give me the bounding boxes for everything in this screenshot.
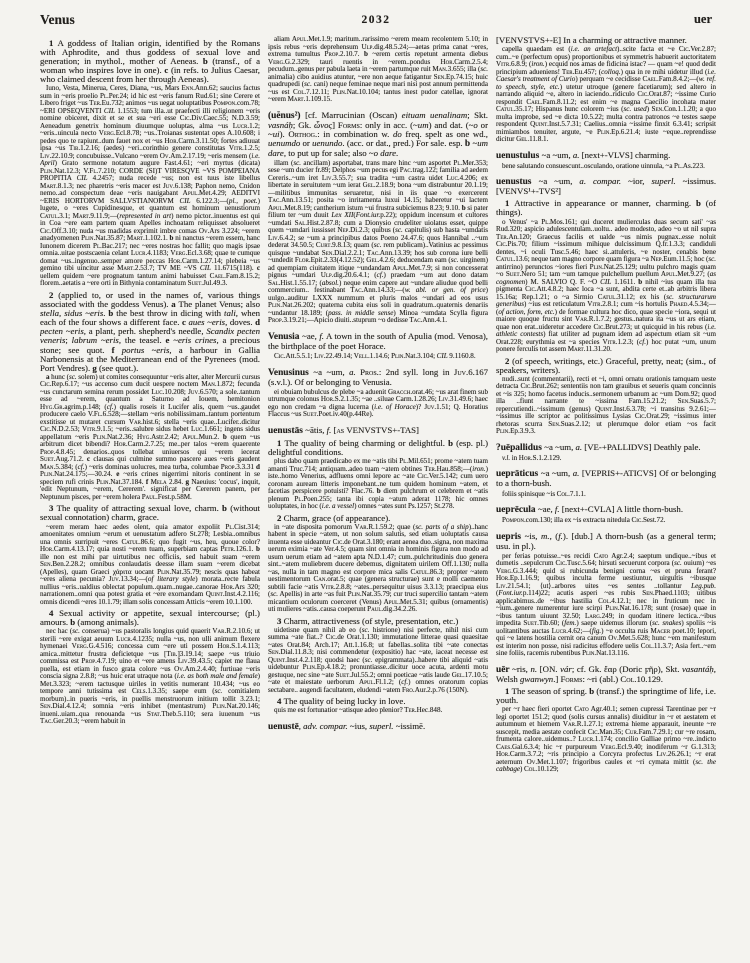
entry-uer: uēr ~ris, n. [ON. vár; cf. Gk. ἔαρ (Doric ϝῆρ), Skt. vasantáḥ, Welsh gwanwyn.] Forms: ~ri (abl.) Col.10.129. bbox=[496, 663, 716, 684]
entry-uenustulus-citations: bene salutando consuescunt..osculando, oratione uinnula, ~a Pl.As.223. bbox=[502, 161, 705, 170]
entry-uepallidus: ?uēpallidus ~a ~um, a. [VE-+PALLIDVS] Deathly pale. bbox=[496, 441, 701, 453]
entry-uepris-citations: per ferias potuisse..~es recidi Cato Agr.2.4; saeptum undique..~ibus et dumetis ..sepulcrum Cic.Tusc.5.64; hirsuti secuerunt corpora (sc. ouium) ~es Verg.G.3.444; quid si rubicunda benigni corna ~es et pruna ferant? Hor.Ep.1.16.9; quibus inculta ferme uestiuntur, uirgultis ~ibusque Liv.21.54.1; ⟨ut⟩..arbores uites ~es sentes ..tollantur Leg.pub.(Font.iur.p.114)22; acutis asperi ~es rubis Sen.Phaed.1103; uitibus applicabimus..de ~ibus hastilia Col.4.12.1; nec in fruticum nec in ~ium..genere numerentur iure scirpi Plin.Nat.16.178; sunt (rosae) quae in ~ibus tantum uiuunt 32.50; Larg.249; in quodam itinere lectica..~ibus impedita Suet.Tib.60; (fem.) saepe uidemus illorum (sc. snakes) spoliis ~is uolitantibus auctas Lucr.4.62;—(fig.) ~e occulta ruis Macer poet.10; lepori, qui ~e latens hostilia cernit ora canum Ov.Met.5.628; hunc ~em manifestum est interim non posse, nisi radicitus effodere uelis Col.11.3.7; Asia fert..~em sine foliis, racemis rubentibus Plin.Nat.13.116. bbox=[496, 551, 716, 658]
page-number: 2032 bbox=[361, 14, 391, 26]
text-columns bbox=[40, 36, 716, 950]
entry-ueprecula-citations: Pompon.com.130; illa ex ~is extracta nitedula Cic.Sest.72. bbox=[502, 516, 666, 525]
uenustas-sense-2: 2 Charm, grace (of appearance). bbox=[277, 512, 391, 523]
venus1-sense-4: 4 Sexual activity or appetite, sexual intercourse; (pl.) amours. b (among animals). bbox=[40, 608, 260, 628]
entry-uepris: uepris ~is, m., (f.). [dub.] A thorn-bush (as a general term; usu. in pl.). bbox=[496, 530, 716, 551]
uer-sense-1: 1 The season of spring. b (transf.) the springtime of life, i.e. youth. bbox=[496, 686, 716, 706]
entry-uepallidus-citations: v.l. in Hor.S.1.2.129. bbox=[502, 453, 562, 462]
entry-venusia-citations: Cic.Att.5.5.1; Liv.22.49.14; Vell.1.14.6; Plin.Nat.3.104; CIL 9.1160.8. bbox=[274, 352, 476, 361]
entry-uepraticus: ueprāticus ~a ~um, a. [VEPRIS+-ATICVS] Of or belonging to a thorn-bush. bbox=[496, 468, 716, 489]
entry-venusinus-citations: ei obuiam bubulcus de plebe ~a aduenit Gracch.orat.46; ~us arat finem sub utrumque colonus Hor.S.2.1.35; ~ae ..siluae Carm.1.28.26; Liv.31.49.6; haec ego non credam ~a digna lucerna (i.e. of Horace)? Juv.1.51; Q. Horatius Flaccus ~us Suet.Poet.iv.40(p.44Re). bbox=[268, 387, 488, 419]
venus1-sense-3: 3 The quality of attracting sexual love, charm. b (without sexual connotation) charm, grace. bbox=[40, 503, 260, 523]
uenustas-sense-2-citations: in ~ate disposita pomorum Var.R.1.59.2; quae (sc. parts of a ship)..hanc habent in specie ~atem, ut non solum salutis, sed etiam uoluptatis causa inuenta esse uideantur Cic.de Orat.3.180; erant aenea duo..signa, non maxima uerum eximia ~ate Ver.4.5; quam sint omnia in hominis figura non modo ad usum uerum etiam ad ~atem apta N.D.1.47; cum..pulchritudinis duo genera sint..~atem muliebrem ducere debemus, dignitatem uirilem Off.1.130; nulla ~as, nulla in tam magno est corpore mica salis Catul.86.3; propter ~atem uestimentorum Can.orat.5; quae (genera structurae) sunt e molli caemento subtili facie ~atis Vitr.2.8.8; ~ates..persequitur uisus 3.3.13; praecipua eius (sc. Apellis) in arte ~as fuit Plin.Nat.35.79; cur truci supercilio tantam ~atem micantium oculorum coerceret (Venus) Apul.Met.5.31; quibus (ornamentis) uti mulieres ~atis..causa coeperunt Paul.dig.34.2.26. bbox=[268, 522, 488, 614]
venus1-sense-2-citations: a hunc (sc. solem) ut comites consequuntur ~eris alter, alter Mercurii cursus Cic.Rep.6.17; ~us accenso cum ducit uespere noctem Man.1.872; fecunda ~us cunctarum semina rerum possidet Luc.10.208; Juv.6.570; a sole..tantum esse ad ~erem, quantum a Saturno ad Iouem, hemitonion Hyg.Gr.agrim.p.148; (cf.) qualis roseis it Lucifer alis, quem ~us..gaudet producere caelo V.Fl.6.528;—stellam ~eris nobilissimam..tantum portentum exstitisse ut mutaret cursum Var.hist.6; stella ~eris quae..Lucifer..dicitur Cic.N.D.2.53; Vitr.9.1.5; ~eris..salubre sidus hebet Luc.1.661; ingens sidus appellatum ~eris Plin.Nat.2.36; Hyg.Astr.2.42; Apul.Mun.2. b quem ~us arbitrum dicet bibendi? Hor.Carm.2.7.25; me..per talos ~erem quaerente Prop.4.8.45; denarios..quos tollebat uniuersos qui ~erem iecerat Suet.Aug.71.2. c clausas qui culmine summo pascere aues ~eris gaudent Man.5.384; (cf.) ~eris dominas uolucres, mea turba, columbae Prop.3.3.31 d Plin.Nat.24.175;—30.24. e ~eris crines nigerrimi nitoris continent in se speciem rufi crinis Plin.Nat.37.184. f Mela 2.84. g Naeuius: 'cocus', inquit, 'edit Neptunum, ~erem, Cererem'. significat per Cererem panem, per Neptunum pisces, per ~erem holera Paul.Fest.p.58M. bbox=[40, 372, 260, 501]
uer-sense-1-citations: per ~r haec fieri oportet Cato Agr.40.1; semen cupressi Tarentinae per ~r legi oportet 151.2; quod (solis cursus annalis) diuiditur in ~r et aestatem et autumnum et hiemem Var.R.1.27.1; extrema hieme apparauit, ineunte ~re suscepit, media aestate confecit Cic.Man.35; Cur.Fam.7.29.1; cur ~re rosam, frumenta calore..uidemus..? Lucr.1.174; concilio Galliae primo ~re..indicto Caes.Gal.6.3.4; hic ~r purpureum Verg.Ecl.9.40; inodiferum ~r G.1.313; Hor.Carm.3.7.2; ~ris principio a Corcyra profectus Liv.26.26.1; ~r erat aeternum Ov.Met.1.107; frigoribus caules et ~ri cymata mittit (sc. the cabbage) Col.10.129; bbox=[496, 705, 716, 774]
column-right bbox=[496, 36, 716, 950]
uenustas-sense-1-citations: plus dabo quam praedicabo ex me ~atis tibi Pl.Mil.651; prome ~atem tuam amanti Truc.714; antiquam..adeo tuam ~atem obtines Ter.Hau.858;—(iron.) iste..homo Venerius, adfluens omni lepore ac ~ate Cic.Ver.5.142; cum uero coronam auream litteris imponebant..ne tum quidem hominum ~atem, et facetias perspicere potuisti? Flac.76. b diem pulchrum et celebrem et ~atis plenum Pl.Poen.255; tanta ibi copia ~atum aderat 1178; hic omnes uoluptates, in hoc (i.e. a vessel) omnes ~ates sunt Ps.1257; St.278. bbox=[268, 457, 488, 511]
uenustas-sense-4-citations: quis me est fortunatior ~atisque adeo plenior? Ter.Hec.848. bbox=[274, 706, 443, 715]
entry-uenus2-citations: illam (sc. ancillam) asportabat, trans mare hinc ~um asportet Pl.Mer.353; sese ~um ducier fr.89; Delphos ~um pecus egi Pac.trag.122; familia ad aedem Cereris..~um iret Liv.3.55.7; sua tradita ~um castra uidet Luc.4.206; ex libertate in seruitutem ~um ierat Gel.2.18.9; bona ~um distrabuntur 20.1.19;—militibus immunitas seruaretur, nisi in iis quae ~o exercerent Tac.Ann.13.51; posita ~o inritamenta luxui 14.15; haberetur ~ui lactem Apul.Met.8.19; cantherium istum ~ui frustra subiciemus 8.23; 9.10. b si pater filium ter ~um duuit Lex XII(Font.iur.p.22); oppidum incensum et cultores ~umdati Sal.Hist.2.87.8; cum a Dionysio crudeliter uiolatus esset, quippe quem ~umdari iussisset Nep.Di.2.3; quibus (sc. capitulis) sub hasta ~umdatis Liv.6.4.2; se ~um a principibus datos Poeno 24.47.6; quos Hannibal ..~um dederat 34.50.5; Curt.9.8.13; quam (sc. rem publicam)..Vatinius ac pessimus quisque ~undabat Sen.Dial.2.2.1; Tac.Ann.13.39; hos sub corona iure belli ~undedit Flor.Epit.2.33(4.12.52); Gel.4.2.6; deducendam eam (sc. uirginem) ad quempiam ciuitatem itique ~undandam Apul.Met.7.9; si non concesserat pignus ~umdari Ulp.dig.20.6.4.1; (cf.) praedam ~um aut dono datam Sal.Hist.1.55.17; (absol.) neque enim capere aut ~undare aliudue quod belli commercium.. festinabant Tac.Ann.14.33;—(w. abl. or gen. of price) uulgo..auditur LXXX nummum et pluris malos ~undari ad eos usus Plin.Nat.26.202; quaterna cubita eius soli in quadratum..quaternis denariis ~undantur 18.189; (pass. in middle sense) Minoa ~umdata Scylla figura Prop.3.19.21;—Apicio diuiti..stuprum ~o dedisse Tac.Ann.4.1. bbox=[268, 158, 488, 325]
uenustus-sense-2: 2 (of speech, writings, etc.) Graceful, pretty, neat; (sim., of speakers, writers). bbox=[496, 355, 716, 375]
entry-uenustus: uenustus ~a ~um, a. compar. ~ior, superl. ~issimus. [VENVS¹+-TVS²] bbox=[496, 176, 716, 197]
entry-uenuste: uenustē, adv. compar. ~ius, superl. ~issimē. bbox=[268, 720, 426, 732]
venus1-sense-4b-citations-cont: aliam Apul.Met.1.9; maritum..rarissimo ~erem meam recolentem 5.10; in ipsis rebus ~eris deprehensum Ulp.dig.48.5.24;—aetas prima canat ~eres, extrema tumultus Prop.2.10.7. b ~erem certis repetunt armenta diebus Verg.G.2.329; tauri ruentis in ~erem..pondus Hor.Carm.2.5.4; pecudum..genus per pabula laeta in ~erem partumque ruit Man.3.655; illa (sc. animalia) cibo auidius atuntur, ~ere non aeque fatigantur Sen.Ep.74.15; huic quadrupedi (sc. cani) neque feminae neque mari nisi post annum permittenda ~us est Col.7.12.11; Plin.Nat.10.104; tantus inest pudor catellae, ignorat ~erem Mart.1.109.15. bbox=[268, 36, 488, 103]
uenustus-sense-1: 1 Attractive in appearance or manner, charming. b (of things). bbox=[496, 198, 716, 218]
venus1-sense-3-citations: ~erem meram haec aedes olent, quia amator expoliit Pl.Cist.314; amoenitates omnium ~erum et uenustatum adfero St.278; Lesbia..omnibus una omnis surripuit ~eres Catul.86.6; quo fugit ~us, heu, quoue color? Hor.Carm.4.13.17; quia nosti ~erem tuam, superbiam captas Petr.126.1. b ille non est mihi par uirtutibus nec officiis, sed habuit suam ~erem Sen.Ben.2.28.2; omnibus conlaudatis deesse illam suam ~erem dicebat (Apelles), quam Graeci χάριτα uocant Plin.Nat.35.79; nescis quas habeat ~eres aliena pecunia? Juv.13.34;—(of literary style) morata..recte fabula nullius ~eris..ualdius oblectat populum..quam..nugae..canorae Hor.Ars 320; narrationem..omni qua potest gratia et ~ere exornandam Quint.Inst.4.2.116; omnis dicendi ~eres 10.1.79; illam solis concessam Atticis ~erem 10.1.100. bbox=[40, 522, 260, 606]
venus1-sense-2: 2 (applied to, or used in the names of, various things associated with the goddess Venus). a The planet Venus; also stella, sidus ~eris. b the best throw in dicing with tali, when each of the four shows a different face. c aues ~eris, doves. d pecten ~eris, a plant, perh. shepherd's needle, Scandix pecten veneris; labrum ~eris, the teasel. e ~eris crines, a precious stone; see quot. f portus ~eris, a harbour in Gallia Narbonensis at the Mediterranean end of the Pyrenees (mod. Port Vendres). g (see quot.). bbox=[40, 289, 260, 373]
entry-uenustulus: uenustulus ~a ~um, a. [next+-VLVS] charming. bbox=[496, 149, 671, 161]
running-head-left: Venus bbox=[40, 12, 75, 27]
venus1-sense-1: 1 A goddess of Italian origin, identified by the Romans with Aphrodite, and thus goddess of sexual love and generation; in mythol., mother of Aeneas. b (transf., of a woman who inspires love in one). c (in refs. to Julius Caesar, who claimed descent from her through Aeneas). bbox=[40, 38, 260, 85]
uenustas-sense-1: 1 The quality of being charming or delightful. b (esp. pl.) delightful conditions. bbox=[268, 437, 488, 458]
entry-venusia: Venusia ~ae, f. A town in the south of Apulia (mod. Venosa), the birthplace of the poet Horace. bbox=[268, 330, 488, 352]
column-left bbox=[40, 36, 260, 950]
uenustus-sense-2-citations: nudi..sunt (commentarii), recti et ~i, omni ornatu orationis tamquam ueste detracta Cic.Brut.262; sententiis non tam grauibus et seueris quam concinnis et ~is 325; homo facetus inducis..sermonem urbanum ac ~um Dom.92; quod illa ..fiunt narrante te ~issima Fam.15.21.2; Sen.Suas.5.7; repercutiendi..~issimum (genus) Quint.Inst.6.3.78; ~i transitus 9.2.61;—~issimus ille scriptor ac politissimus Lysias Cic.Orat.29; ~issimus inter rhetoras scurra Sen.Suas.2.12; ut plerumque dolor etiam ~os facit Plin.Ep.3.9.3. bbox=[496, 374, 716, 436]
entry-venusinus: Venusinus ~a ~um, a. Pros.: 2nd syll. long in Juv.6.167 (s.v.l.). Of or belonging to Venusia. bbox=[268, 366, 488, 387]
uenustas-sense-4: 4 The quality of being lucky in love. bbox=[277, 696, 406, 707]
uenustas-sense-3: 3 Charm, attractiveness (of style, presentation, etc.) bbox=[277, 615, 459, 626]
entry-uepraticus-citations: foliis spinisque ~is Col.7.1.1. bbox=[502, 489, 586, 498]
entry-uenus2: (uĕnus²) [cf. Marrucinian (Oscan) eituam uenalinam; Skt. vasnáḥ; Gk. ὦνος] Forms: only in acc. (~um) and dat. (~o or ~ui). Orthog.: in combination w. do freq. spelt as one wd., uenumdo or uenundo. (acc. or dat., pred.) For sale. esp. b ~um dare, to put up for sale; also ~o dare. bbox=[268, 109, 488, 158]
column-middle bbox=[268, 36, 488, 950]
uenustas-sense-3-citations: uidetisne quam nihil ab eo (sc. histrione) nisi perfecte, nihil nisi cum summa ~ate fiat..? Cic.de Orat.1.130; immutatione litterae quasi quaesitae ~ates Orat.84; Arch.17; Att.1.16.8; ut fabellas..solita tibi ~ate conectas Sen.Dial.11.8.3; nisi commendetur (expositio) hac ~ate, iaceat necesse est Quint.Inst.4.2.118; quodsi haec (sc. epigrammata)..habere tibi aliquid ~atis uidebuntur Plin.Ep.4.18.2; pronuntiasse..dicitur uoce acuta, ardenti motu gestuque, nec sine ~ate Suet.Jul.55.2; omni poeticae ~atis laude Gel.17.10.5; ~ate et maiestate uerborum Apul.Fl.1.2; (cf.) omnes oratorum copias sectabare.. augendi facultatem, eludendi ~atem Fro.Aur.2.p.76 (150N). bbox=[268, 625, 488, 694]
running-head-right: uer bbox=[693, 12, 712, 26]
entry-uenuste-citations: capella quaedam est (i.e. an artefact)..scite facta et ~e Cic.Ver.2.87; cum..~e (perfectum opus) proportionibus et symmetris habuerit auctoritatem Vitr.6.8.9; (iron.) ecquid nos amas de fidicina istac? — quam ~e! quod dedit principium adueniens! Ter.Eu.457; (colloq.) qua in re mihi uidetur illud (i.e. Caesar's treatment of Curio) perquam ~e cecidisse Cael.Fam.8.4.2;—(w. ref. to speech, style, etc.) utetur utroque (genere facetiarum); sed altero in narrando aliquid ~e, altero in iaciendo..ridiculo Cic.Orat.87; ~issime Curio respondit Cael.Fam.8.11.2; est enim ~e magna Caecilio incohata mater Catul.35.17; Hispanus hunc colorem ~ius (sc. used) Sen.Con.1.1.20; a quo multa improbe, sed ~e dicta 10.5.22; multa contra patronos ~e testes saepe respondent Quint.Inst.5.7.31; Caelius..omnia ~issime finxit 6.3.41; scripsit mimiambos tenuiter, argute, ~e Plin.Ep.6.21.4; iuste ~eque..reprendisse dicitur Gel.11.8.1. bbox=[496, 45, 716, 144]
running-header bbox=[40, 12, 712, 30]
venus1-sense-1-citations: Iuno, Vesta, Minerua, Ceres, Diana, ~us, Mars Enn.Ann.62; saucius factus sum in ~eris proelio Pl.Per.24; id hic est ~eris fanum Rud.61; sine Cerere et Libero friget ~us Ter.Eu.732; animos ~us uegat uoluptatibus Pompon.com.78; ~ERI OPSEQVENTI CIL 1.1553; tum illa..ut praefecti illi religionem ~eris nomine obiceret, dixit et se et sua ~eri esse Cic.Div.Caec.55; N.D.3.59; Aeneadum genetrix hominum diuumque uoluptas, alma ~us Lucr.1.2; ~eris..uincula necto Verg.Ecl.8.78; ~us..Troianas sustentat opes A.10.608; i pedes quo te rapiunt..dum fauet nox et ~us Hor.Carm.3.11.50; fortes adiuuat ipsa ~us Tib.1.2.16; (aedes) ~eri..corinthio genere constitutas Vitr.1.2.5; Liv.22.10.9; concubuisse..Vulcano ~erem Ov.Am.2.17.19; ~eris mensem (i.e. April) Grato sermone notatum augure Fast.4.61; ~eri myrtus (dicata) Plin.Nat.12.3; V.Fl.7.210; CORDE (SI)T VIRESQVE ~VS POMPEIANA PROPITIA CIL 4.2457; nuda recede ~us; non est tuus iste libellus Mart.8.1.3; nec pharetris ~eris macer est Juv.6.138; Paphon nemo, Cnidon nemo..ad conspectum deae ~eris nauigabant Apul.Met.4.29; AEDITVI ~ERIS HORTORVM SALLVSTIANORVM CIL 6.122.3;—(pl., poet.) lugete, o ~eres Cupidinesque, et quantum est hominum uenustiorum Catul.3.1; Mart.9.11.9;—(represented in art) nemo pictor..inuentus est qui in Coa ~ere eam partem quam Apelles inchoatam reliquisset absolueret Cic.Off.3.10; nuda ~us madidas exprimit imbre comas Ov.Ars 3.224; ~erem anadyomenen Plin.Nat.35.87; Mart.1.102.1. b ni nanctus ~erem essem, hanc Iunonem dicerem Pl.Bac.217; nec ~eres nostras hoc fallit; quo magis ipsae omnia..uitae postscaenia celant Lucr.4.1183; Verg.Ecl.3.68; quae te cumque domat ~us..ingenuo..semper amore peccas Hor.Carm.1.27.14; plebeia ~us gemino tibi uincitur asse Mart.2.53.7; TV ME ~VS CIL 11.6715(118). c uellem quidem ~ere prognatum tantum animi habuisset Cael.Fam.8.15.2; florem..aetatis a ~ere orti in Bithynia contaminatum Suet.Jul.49.3. bbox=[40, 84, 260, 288]
entry-uenustas: uenustās ~ātis, f. [as VENVSTVS+-TAS] bbox=[268, 424, 419, 436]
entry-uenuste-cont: [VENVSTVS+-E] In a charming or attractive manner. bbox=[496, 36, 687, 45]
uenustus-sense-1-citations: o Venus' ~a Pl.Mos.161; qui duceret mulierculas duas secum sati' ~as Rud.320; aspicio adulescentulam..uoltu.. adeo modesto, adeo ~o ut nil supra Ter.An.120; Graecus facilis et ualde ~us nimis pugnax..esse noluit Cic.Pis.70; filium ~issimum mihique dulcissimum Q.fr.1.3.3; candiduli dentes, ~i oculi Tusc.5.46; haec si..attuleris, ~e noster, cenabis bene Catul.13.6; neque tam magno corpore quam figura ~a Nep.Eum.11.5; hoc (sc. antirrino) perunctos ~iores fieri Plin.Nat.25.129; uultu pulchro magis quam ~o Suet.Nero 51; tam ~um tamque pulchellum puellum Apul.Met.9.27; (as cognomen) M. SALVIO Q. F. ~O CIL 1.1611. b nihil ~ius quam illa tua pigmenta Cic.Att.4.8.2; haec loca ~a sunt, abdita certe et..ab arbitris libera 15.16a; Rep.1.21; o ~a Sirmio Catul.31.12; ex his (sc. structurarum generibus) ~ius est reticulatum Vitr.2.8.1; cum ~is hortulis Phaed.4.5.34;—(of action, form, etc.) de formae cultura hoc dico, quae specie ~iora, sequi ut maiore quoque fructu sint Var.R.1.7.2; gestus..natura ita ~us ut ars etiam, quae non erat..uideretur accedere Cic.Brut.273; ut quicquid in his rebus (i.e. athletic contests) fiat utiliter ad pugnam idem ad aspectum etiam sit ~um Orat.228; eurythmia est ~a species Vitr.1.2.3; (cf.) hoc putat ~um, unum ponere ferculis tot assem Mart.11.31.20. bbox=[496, 217, 716, 354]
entry-ueprecula: ueprēcula ~ae, f. [next+-CVLA] A little thorn-bush. bbox=[496, 504, 684, 516]
venus1-sense-4-citations: nec hac (sc. conserua) ~us pastoralis longius quid quaerit Var.R.2.10.6; ut sterili ~ere exigat aeuum Lucr.4.1235; nulla ~us, non ulli animum flexere hymenaei Verg.G.4.516; concessa cum ~ere uti possem Hor.S.1.4.113; amica..mittetur frustra deficietque ~us [Tib.]3.19.14; saepe ~us triuio commissa est Prop.4.7.19; uino et ~ere amens Liv.39.43.5; capiet me flaua puella, est etiam in fusco grata colore ~us Ov.Am.2.4.40; furtiuae ~eris conscia signa 2.8.8; ~us huic erat utraque nota (i.e. as both male and female) Met.3.323; ~erem tactusque uiriles in vetitis numerant 10.434; ~us eo tempore anni tutissima est Cels.1.3.35; saepe eum (sc. comitialem morbum)..in pueris ~eris, in puellis menstruorum initium tollit 3.23.1; Sen.Dial.4.12.4; somnia ~eris inhibet (mentastrum) Plin.Nat.20.146; inueni..uiam..qua renouanda ~us Stat.Theb.5.110; sera iuuenum ~us Tac.Ger.20.3; ~erem habuit in bbox=[40, 627, 260, 726]
